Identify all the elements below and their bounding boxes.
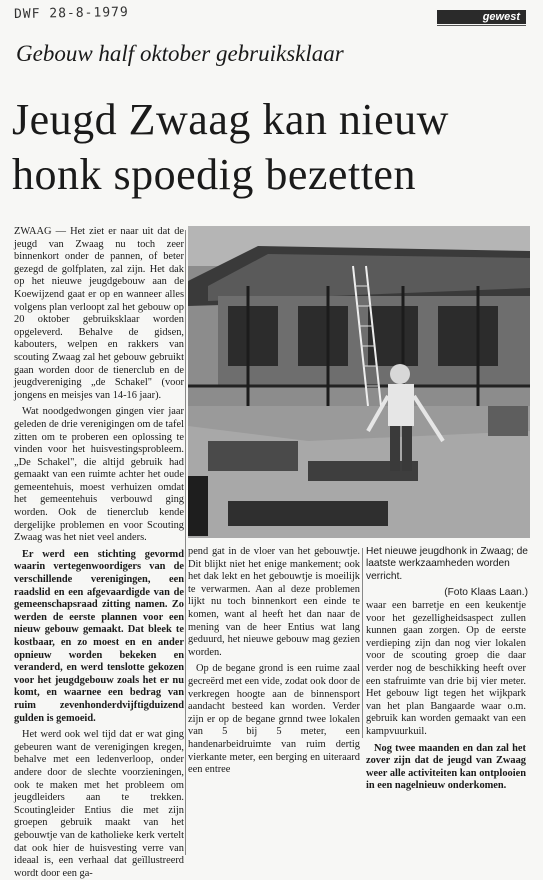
article-column-3 [366,600,526,792]
paragraph: waar een barretje en een keukentje voor het gezelligheidsaspect zullen kunnen gaan zorgen. Op de eerste verdieping zijn dan nog vier lokalen voor de scouting groep die daar verder nog de beschikking heeft over een stafruimte van drie bij vier meter. Het gebouw ligt tegen het wijkpark van het plan Bangaarde waar o.m. gebruik kan worden gemaakt van een kampvuurkuil. [366,600,526,737]
article-headline [12,92,532,202]
photo-illustration [188,226,530,538]
photo-caption [366,546,528,600]
paragraph: Op de begane grond is een ruime zaal gecreërd met een vide, zodat ook door de verkregen hoogte aan de binnensport aandacht besteed kan worden. Verder zijn er op de begane grnnd twee lokalen van 5 bij 5 meter, een handenarbeidruimte van ruim dertig vierkante meter, een berging en uiteraard een entree [188,663,360,776]
paragraph: ZWAAG — Het ziet er naar uit dat de jeugd van Zwaag nu toch zeer binnenkort onder de pannen, of beter gezegd de golfplaten, zal zijn. Het dak op het nieuwe jeugdgebouw aan de Koewijzend gaat er op en wanneer alles volgens plan verloopt zal het gebouw op 20 oktober gebruiksklaar worden opgeleverd. Behalve de gidsen, kabouters, welpen en rakkers van scouting Zwaag zal het gebouw gebruikt gaan worden door de tienerclub en de jeugdvereniging „de Schakel" (voor jongens en meisjes van 14-16 jaar). [14,226,184,401]
paragraph: Er werd een stichting gevormd waarin vertegenwoordigers van de verschillende verenigingen, een raadslid en een afgevaardigde van de gemeenschapsraad zitting namen. Zo werden de eerste plannen voor een nieuw gebouw gemaakt. Dat bleek te kostbaar, en zo moest en en ander opnieuw worden bekeken en veranderd, en werd tenslotte gekozen voor het jeugdgebouw zoals het er nu komt, en waarnee een bedrag van ruim zevenhonderdvijftigduizend gulden is gemoeid. [14,548,184,724]
paragraph: Nog twee maanden en dan zal het zover zijn dat de jeugd van Zwaag weer alle activiteiten kan ontplooien in een nagelnieuw onderkomen. [366,742,526,792]
article-column-1 [14,226,184,879]
caption-text: Het nieuwe jeugdhonk in Zwaag; de laatste werkzaamheden worden verricht. [366,546,528,582]
section-tag-rule [437,25,526,26]
headline-line-1: Jeugd Zwaag kan nieuw [12,95,449,144]
headline-line-2: honk spoedig bezetten [12,150,416,199]
handwritten-date-note: DWF 28-8-1979 [13,4,129,23]
photo-credit: (Foto Klaas Laan.) [444,587,528,599]
section-tag: gewest [437,10,526,24]
column-divider [185,230,186,855]
paragraph: pend gat in de vloer van het gebouwtje. Dit blijkt niet het enige mankement; ook het dak lekt en het gebouwtje is moeilijk te verwarmen. Aan al deze problemen lijkt nu toch binnenkort een einde te komen, want al heeft het dan naar de mening van de heer Entius wat lang geduurd, het nieuwe gebouw mag gezien worden. [188,546,360,658]
article-subheadline: Gebouw half oktober gebruiksklaar [16,41,344,66]
article-column-2 [188,546,360,776]
paragraph: Het werd ook wel tijd dat er wat ging gebeuren want de verenigingen kregen, behalve met een ledenverloop, onder andere door de slechte voorzieningen, ook te maken met het probleem om jeugdleiders aan te trekken. Scoutingleider Entius die met zijn groepen gebruik maakt van het gebouwtje van de katholieke kerk vertelt dat ook hier de huisvesting verre van ideaal is, een verhaal dat geïllustreerd wordt door een ga- [14,729,184,879]
paragraph: Wat noodgedwongen gingen vier jaar geleden de drie verenigingen om de tafel zitten om te proberen een oplossing te vinden voor het huisvestingsprobleem. „De Schakel", die altijd gebruik had gemaakt van een ruimte achter het oude gemeentehuis, moest verhuizen omdat het gemeentehuis verbouwd ging worden. Ook de tienerclub kende dergelijke problemen en voor Scouting Zwaag was het niet veel anders. [14,406,184,544]
column-divider [362,548,363,738]
construction-photo [188,226,530,538]
